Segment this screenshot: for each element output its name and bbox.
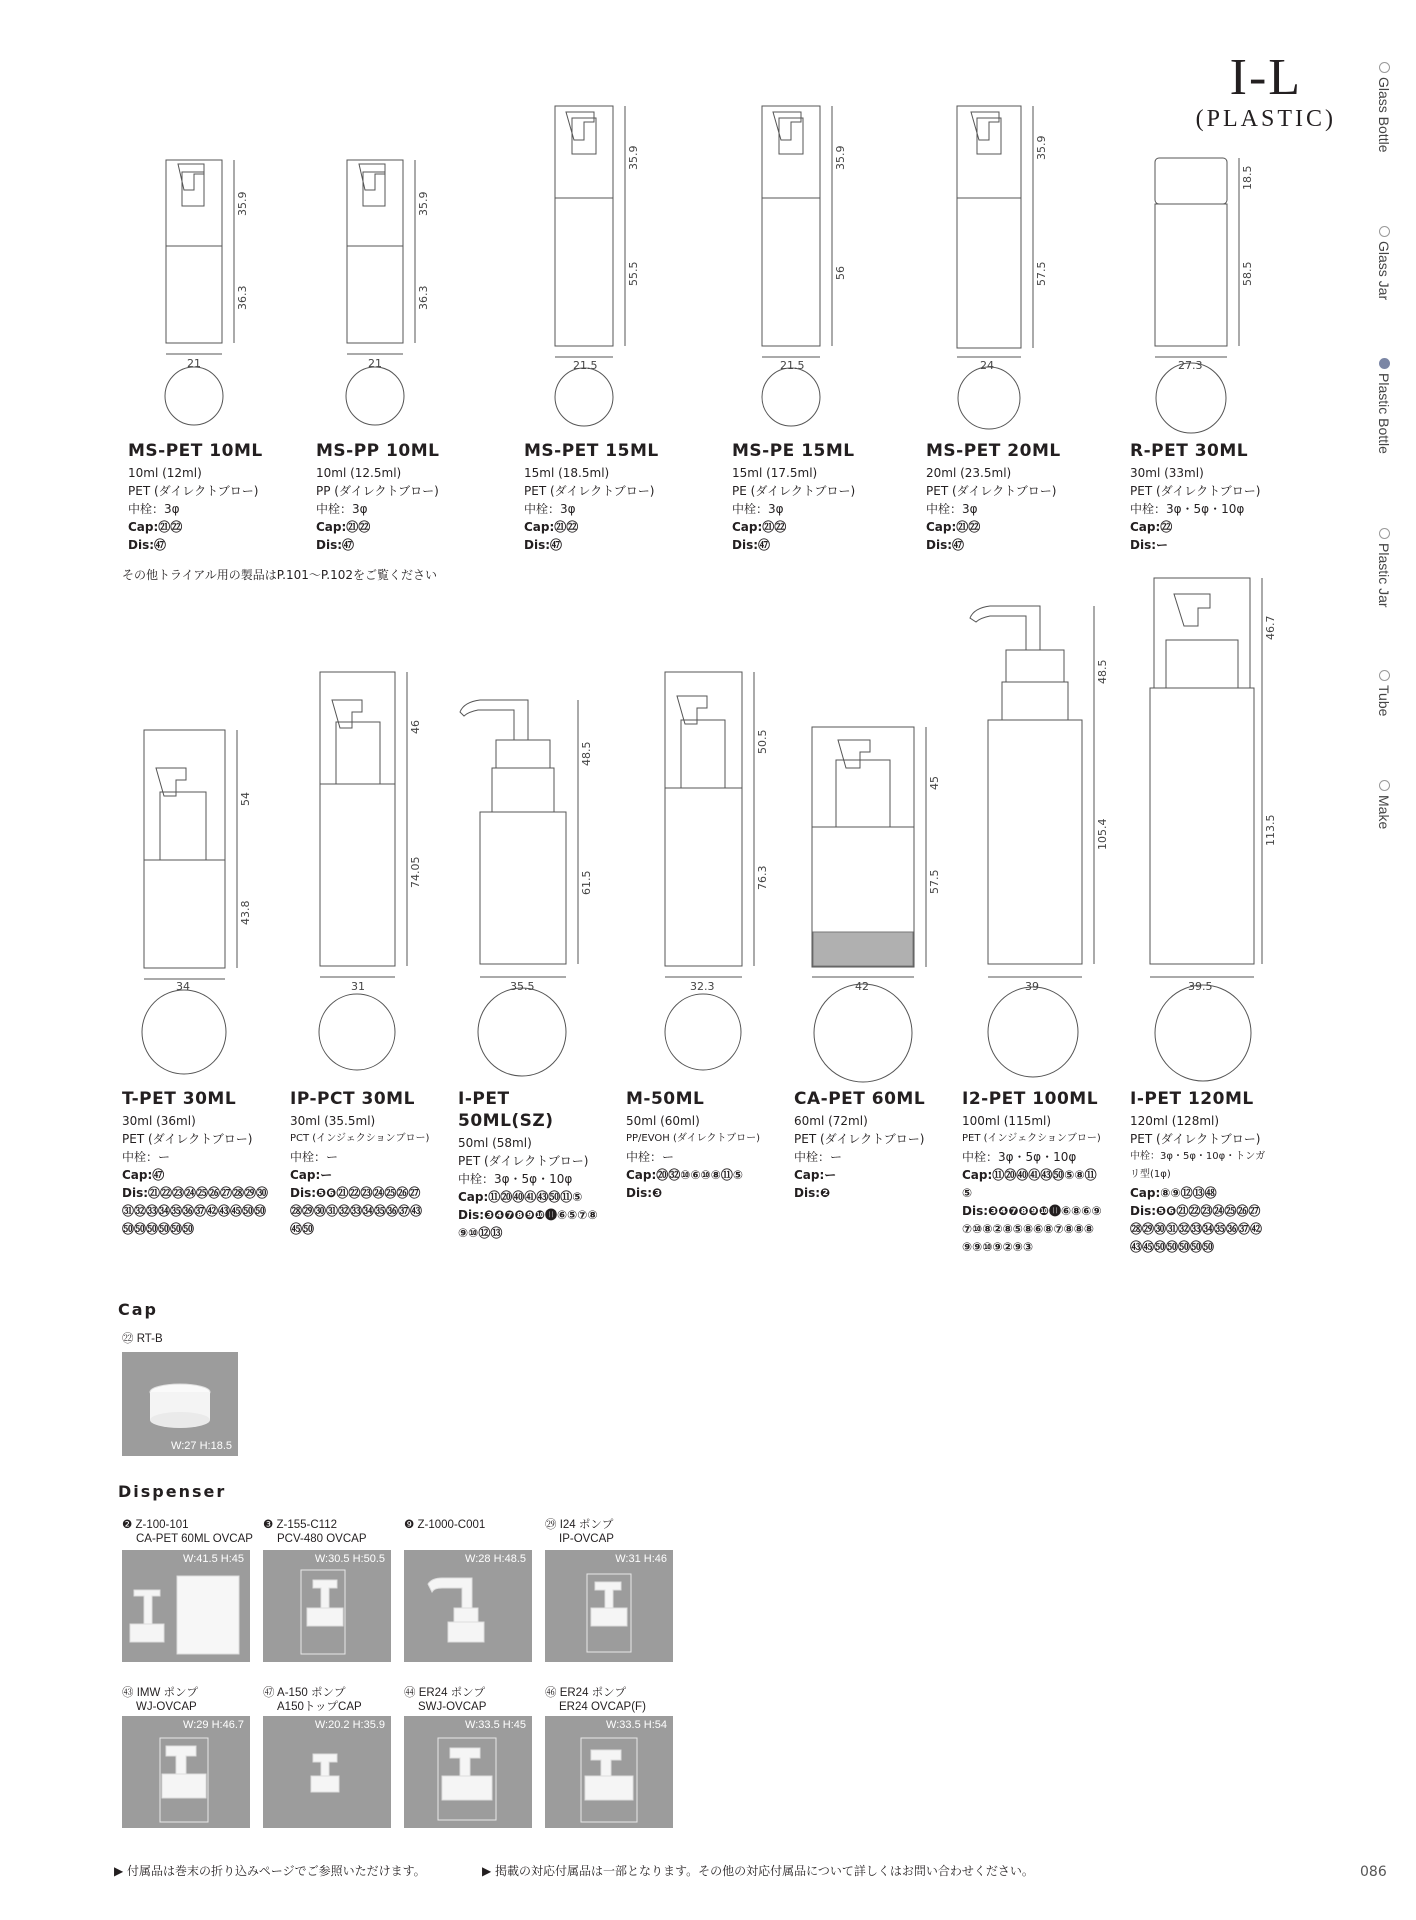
dim-label: 18.5 (1241, 165, 1254, 190)
dispenser-sub: ER24 OVCAP(F) (559, 1701, 646, 1713)
product-volume: 60ml (72ml) (794, 1114, 868, 1128)
product-name: MS-PET 20ML (926, 441, 1061, 461)
dispenser-code: ㊸ IMW ポンプ (122, 1687, 199, 1699)
pump-illustration (545, 1716, 673, 1828)
dim-label: 21 (368, 357, 382, 370)
nav-label: Plastic Jar (1376, 543, 1392, 608)
product-material: PET (ダイレクトブロー) (458, 1154, 589, 1168)
dim-label: 48.5 (580, 741, 593, 766)
dim-label: 57.5 (928, 869, 941, 894)
product-plug: 中栓：3φ (128, 502, 180, 516)
product-volume: 20ml (23.5ml) (926, 466, 1012, 480)
product-spec-m-50ml (626, 1088, 766, 1202)
product-material: PCT (インジェクションブロー) (290, 1133, 430, 1144)
dim-label: 21.5 (573, 359, 598, 372)
dim-label: 43.8 (239, 900, 252, 925)
product-dis: Dis:❺❻㉑㉒㉓㉔㉕㉖㉗㉘㉙㉚㉛㉜㉝㉞㉟㊱㊲㊷㊸㊺㊿㊿㊿㊿㊿ (1130, 1204, 1263, 1254)
dispenser-section-heading: Dispenser (118, 1482, 227, 1501)
product-material: PET (ダイレクトブロー) (794, 1132, 925, 1146)
dim-label: 56 (834, 266, 847, 280)
trial-note: その他トライアル用の製品はP.101～P.102をご覧ください (122, 568, 437, 582)
product-dis: Dis:㉑㉒㉓㉔㉕㉖㉗㉘㉙㉚㉛㉜㉝㉞㉟㊱㊲㊷㊸㊺㊿㊿㊿㊿㊿㊿㊿㊿ (122, 1186, 269, 1236)
dim-label: 55.5 (627, 261, 640, 286)
product-dis: Dis:㊼ (524, 538, 563, 552)
nav-label: Glass Jar (1376, 241, 1392, 301)
product-spec-ms-pet-20ml (926, 440, 1116, 554)
dim-label: 61.5 (580, 870, 593, 895)
nav-label: Tube (1376, 685, 1392, 717)
nav-label: Glass Bottle (1376, 77, 1392, 153)
dispenser-size: W:31 H:46 (615, 1553, 667, 1565)
bottle-drawing-ms-pet-15ml (555, 106, 625, 426)
product-material: PET (ダイレクトブロー) (1130, 484, 1261, 498)
dim-label: 113.5 (1264, 814, 1277, 846)
dim-label: 76.3 (756, 865, 769, 890)
product-cap: Cap:㉑㉒ (316, 520, 371, 534)
dim-label: 46 (409, 720, 422, 734)
product-name: T-PET 30ML (122, 1089, 237, 1109)
product-name: R-PET 30ML (1130, 441, 1249, 461)
dispenser-thumbnail-imw[interactable] (122, 1716, 250, 1828)
dispenser-label (404, 1686, 486, 1714)
pump-illustration (404, 1550, 532, 1662)
product-cap: Cap:⑳㉜⑩⑥⑩⑧⑪⑤ (626, 1168, 744, 1182)
footer-note-inquiry: ▶ 掲載の対応付属品は一部となります。その他の対応付属品について詳しくはお問い合わせください。 (482, 1864, 1034, 1878)
dispenser-size: W:29 H:46.7 (183, 1719, 244, 1731)
product-dis: Dis:❺❻㉑㉒㉓㉔㉕㉖㉗㉘㉙㉚㉛㉜㉝㉞㉟㊱㊲㊸㊺㊿ (290, 1186, 423, 1236)
product-spec-t-pet-30ml (122, 1088, 272, 1238)
dispenser-thumbnail-z-1000-c001[interactable] (404, 1550, 532, 1662)
product-material: PET (ダイレクトブロー) (926, 484, 1057, 498)
product-plug: 中栓：3φ (524, 502, 576, 516)
product-dis: Dis:❷ (794, 1186, 831, 1200)
product-material: PET (ダイレクトブロー) (128, 484, 259, 498)
dispenser-size: W:20.2 H:35.9 (314, 1719, 385, 1731)
product-cap: Cap:㉒ (1130, 520, 1173, 534)
bottle-drawing-m-50ml (665, 672, 754, 1070)
dim-label: 21 (187, 357, 201, 370)
product-material: PP/EVOH (ダイレクトブロー) (626, 1133, 761, 1144)
product-name: MS-PET 15ML (524, 441, 659, 461)
bottle-drawing-ms-pp-10ml (346, 160, 415, 425)
bottle-drawing-ms-pe-15ml (762, 106, 832, 426)
product-volume: 10ml (12ml) (128, 466, 202, 480)
page-number: 086 (1360, 1864, 1387, 1880)
dispenser-size: W:28 H:48.5 (465, 1553, 526, 1565)
bottle-drawing-ms-pet-20ml (957, 106, 1033, 429)
product-plug: 中栓：3φ・5φ・10φ (1130, 502, 1245, 516)
product-plug: 中栓：ー (626, 1150, 675, 1164)
product-volume: 120ml (128ml) (1130, 1114, 1220, 1128)
dispenser-label (545, 1686, 646, 1714)
dispenser-label (122, 1686, 198, 1714)
dispenser-thumbnail-a-150[interactable] (263, 1716, 391, 1828)
product-plug: 中栓：3φ・5φ・10φ・トンガリ型(1φ) (1130, 1151, 1266, 1180)
product-cap: Cap:㉑㉒ (524, 520, 579, 534)
pump-illustration (263, 1716, 391, 1828)
product-plug: 中栓：3φ・5φ・10φ (458, 1172, 573, 1186)
product-plug: 中栓：ー (290, 1150, 339, 1164)
product-plug: 中栓：ー (122, 1150, 171, 1164)
product-name: CA-PET 60ML (794, 1089, 926, 1109)
dispenser-code: ❸ Z-155-C112 (263, 1519, 338, 1531)
product-name: I-PET 120ML (1130, 1089, 1254, 1109)
dim-label: 39.5 (1188, 980, 1213, 993)
product-cap: Cap:⑪⑳㊵㊶㊸㊿⑤⑧⑪⑤ (962, 1168, 1097, 1200)
dispenser-code: ❷ Z-100-101 (122, 1519, 189, 1531)
cap-thumbnail-rt-b[interactable] (122, 1352, 238, 1456)
dim-label: 58.5 (1241, 261, 1254, 286)
product-name: I2-PET 100ML (962, 1089, 1099, 1109)
product-material: PET (ダイレクトブロー) (524, 484, 655, 498)
dim-label: 48.5 (1096, 659, 1109, 684)
product-spec-i-pet-50ml-sz (458, 1088, 598, 1242)
dispenser-thumbnail-z-155-c112[interactable] (263, 1550, 391, 1662)
product-name: MS-PE 15ML (732, 441, 855, 461)
dispenser-code: ㊹ ER24 ポンプ (404, 1687, 486, 1699)
dispenser-sub: CA-PET 60ML OVCAP (136, 1533, 253, 1545)
pump-illustration (263, 1550, 391, 1662)
product-cap: Cap:⑪⑳㊵㊶㊸㊿⑪⑤ (458, 1190, 583, 1204)
product-dis: Dis:❸❹❼❽❾❿⓫⑥⑤⑦⑧⑨⑩⑫⑬ (458, 1208, 598, 1240)
product-name: MS-PET 10ML (128, 441, 263, 461)
dim-label: 32.3 (690, 980, 715, 993)
dim-label: 35.9 (1035, 135, 1048, 160)
dispenser-thumbnail-i24[interactable] (545, 1550, 673, 1662)
dim-label: 36.3 (417, 285, 430, 310)
product-spec-ca-pet-60ml (794, 1088, 944, 1202)
dim-label: 36.3 (236, 285, 249, 310)
product-spec-ms-pp-10ml (316, 440, 496, 554)
dispenser-size: W:41.5 H:45 (183, 1553, 244, 1565)
bottle-drawing-ms-pet-10ml (165, 160, 234, 425)
product-spec-ip-pct-30ml (290, 1088, 430, 1238)
cap-item-code: ㉒ RT-B (122, 1333, 163, 1345)
dispenser-code: ㊻ ER24 ポンプ (545, 1687, 627, 1699)
dispenser-size: W:30.5 H:50.5 (314, 1553, 385, 1565)
dispenser-sub: A150トップCAP (277, 1701, 362, 1713)
product-volume: 30ml (33ml) (1130, 466, 1204, 480)
bottle-drawing-r-pet-30ml (1155, 158, 1239, 433)
dim-label: 50.5 (756, 729, 769, 754)
product-dis: Dis:㊼ (316, 538, 355, 552)
product-plug: 中栓：3φ・5φ・10φ (962, 1150, 1077, 1164)
pump-illustration (545, 1550, 673, 1662)
dim-label: 21.5 (780, 359, 805, 372)
product-cap: Cap:㊼ (122, 1168, 165, 1182)
product-volume: 10ml (12.5ml) (316, 466, 402, 480)
dispenser-label (263, 1518, 366, 1546)
dispenser-sub: IP-OVCAP (559, 1533, 614, 1545)
dim-label: 35.9 (236, 191, 249, 216)
dispenser-sub: SWJ-OVCAP (418, 1701, 487, 1713)
pump-illustration (122, 1550, 250, 1662)
bottle-drawing-t-pet-30ml (142, 730, 237, 1074)
product-dis: Dis:❸ (626, 1186, 663, 1200)
product-material: PE (ダイレクトブロー) (732, 484, 856, 498)
dim-label: 42 (855, 980, 869, 993)
dim-label: 34 (176, 980, 190, 993)
dispenser-code: ㉙ I24 ポンプ (545, 1519, 614, 1531)
product-cap: Cap:⑧⑨⑫⑬㊽ (1130, 1186, 1217, 1200)
pump-illustration (122, 1716, 250, 1828)
product-name: I-PET 50ML(SZ) (458, 1089, 554, 1131)
product-cap: Cap:㉑㉒ (128, 520, 183, 534)
product-name: M-50ML (626, 1089, 705, 1109)
dispenser-label (404, 1518, 485, 1532)
product-volume: 30ml (35.5ml) (290, 1114, 376, 1128)
product-plug: 中栓：3φ (732, 502, 784, 516)
footer-note-accessories: ▶ 付属品は巻末の折り込みページでご参照いただけます。 (114, 1864, 426, 1878)
product-spec-r-pet-30ml (1130, 440, 1320, 554)
product-volume: 50ml (58ml) (458, 1136, 532, 1150)
dim-label: 27.3 (1178, 359, 1203, 372)
dim-label: 57.5 (1035, 261, 1048, 286)
pump-illustration (404, 1716, 532, 1828)
dispenser-code: ㊼ A-150 ポンプ (263, 1687, 346, 1699)
product-dis: Dis:❸❹❼❽❾❿⓫⑥⑧⑥⑨⑦⑩⑧②⑧⑤⑧⑥⑧⑦⑧⑧⑧⑨⑨⑩⑨②⑨③ (962, 1204, 1102, 1254)
dim-label: 46.7 (1264, 615, 1277, 640)
bottle-drawing-ca-pet-60ml (812, 727, 926, 1082)
product-volume: 15ml (17.5ml) (732, 466, 818, 480)
product-spec-ms-pet-15ml (524, 440, 714, 554)
product-material: PET (ダイレクトブロー) (122, 1132, 253, 1146)
product-material: PET (ダイレクトブロー) (1130, 1132, 1261, 1146)
dispenser-size: W:33.5 H:54 (606, 1719, 667, 1731)
dispenser-code: ❾ Z-1000-C001 (404, 1519, 486, 1531)
product-dis: Dis:㊼ (128, 538, 167, 552)
product-spec-i-pet-120ml (1130, 1088, 1270, 1256)
product-spec-ms-pet-10ml (128, 440, 308, 554)
product-plug: 中栓：ー (794, 1150, 843, 1164)
nav-label: Make (1376, 795, 1392, 830)
dispenser-size: W:33.5 H:45 (465, 1719, 526, 1731)
dispenser-label (545, 1518, 614, 1546)
product-name: IP-PCT 30ML (290, 1089, 415, 1109)
dispenser-label (263, 1686, 362, 1714)
cap-size: W:27 H:18.5 (171, 1440, 232, 1452)
product-cap: Cap:㉑㉒ (926, 520, 981, 534)
dispenser-sub: PCV-480 OVCAP (277, 1533, 367, 1545)
dim-label: 54 (239, 792, 252, 806)
product-dis: Dis:㊼ (926, 538, 965, 552)
product-plug: 中栓：3φ (316, 502, 368, 516)
product-plug: 中栓：3φ (926, 502, 978, 516)
dispenser-thumbnail-er24-swj[interactable] (404, 1716, 532, 1828)
dispenser-sub: WJ-OVCAP (136, 1701, 197, 1713)
series-title: I-L (1229, 49, 1303, 106)
product-spec-ms-pe-15ml (732, 440, 922, 554)
dim-label: 24 (980, 359, 994, 372)
dispenser-thumbnail-z-100-101[interactable] (122, 1550, 250, 1662)
product-cap: Cap:ー (290, 1168, 333, 1182)
dim-label: 74.05 (409, 856, 422, 888)
bottle-drawing-i2-pet-100ml (970, 606, 1094, 1077)
bottle-drawing-i-pet-120ml (1150, 578, 1262, 1081)
dim-label: 105.4 (1096, 818, 1109, 850)
product-dis: Dis:ー (1130, 538, 1169, 552)
product-spec-i2-pet-100ml (962, 1088, 1102, 1256)
dim-label: 45 (928, 776, 941, 790)
dim-label: 35.9 (834, 145, 847, 170)
product-volume: 15ml (18.5ml) (524, 466, 610, 480)
dispenser-label (122, 1518, 253, 1546)
product-cap: Cap:ー (794, 1168, 837, 1182)
product-volume: 50ml (60ml) (626, 1114, 700, 1128)
dispenser-thumbnail-er24-f[interactable] (545, 1716, 673, 1828)
dim-label: 35.9 (627, 145, 640, 170)
dim-label: 39 (1025, 980, 1039, 993)
dim-label: 31 (351, 980, 365, 993)
product-material: PET (インジェクションブロー) (962, 1133, 1101, 1144)
product-volume: 100ml (115ml) (962, 1114, 1052, 1128)
cap-section-heading: Cap (118, 1300, 158, 1319)
nav-label: Plastic Bottle (1376, 373, 1392, 454)
bottle-drawing-i-pet-50ml-sz (460, 700, 578, 1076)
material-subtitle: (PLASTIC) (1195, 106, 1336, 132)
dim-label: 35.9 (417, 191, 430, 216)
product-material: PP (ダイレクトブロー) (316, 484, 439, 498)
dim-label: 35.5 (510, 980, 535, 993)
product-dis: Dis:㊼ (732, 538, 771, 552)
bottle-drawing-ip-pct-30ml (319, 672, 407, 1070)
product-cap: Cap:㉑㉒ (732, 520, 787, 534)
product-volume: 30ml (36ml) (122, 1114, 196, 1128)
product-name: MS-PP 10ML (316, 441, 440, 461)
